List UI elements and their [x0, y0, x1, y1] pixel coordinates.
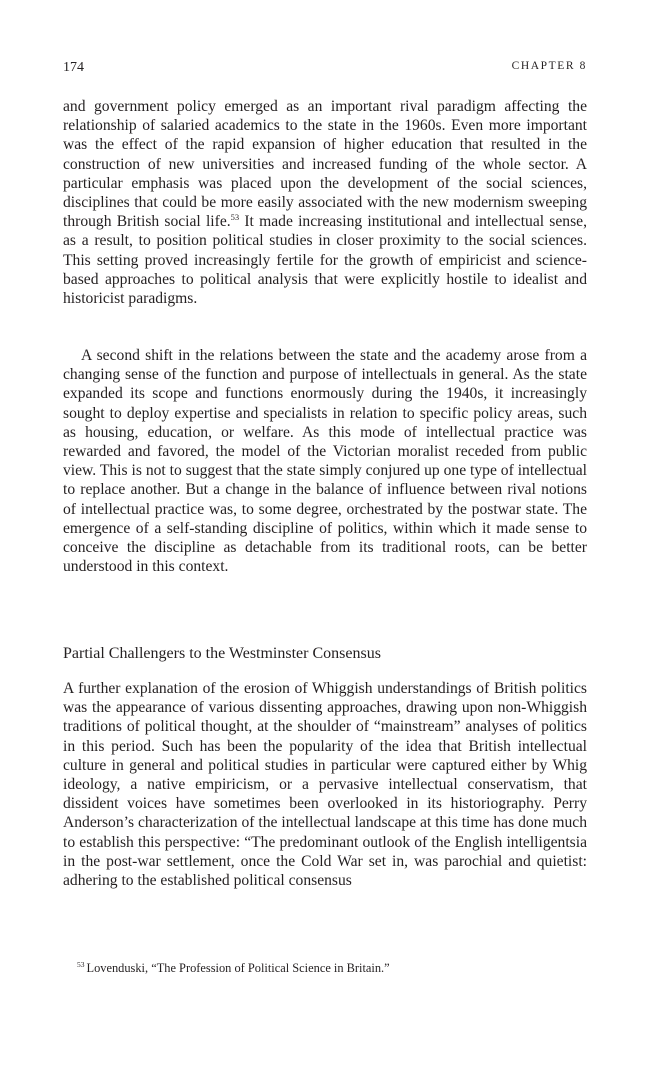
footnote-text: Lovenduski, “The Profession of Political Science in Britain.”	[86, 961, 390, 975]
footnote-53	[77, 960, 587, 976]
section-heading: Partial Challengers to the Westminster Consensus	[63, 645, 381, 662]
running-head	[63, 60, 587, 80]
paragraph-1-text: and government policy emerged as an important rival paradigm affecting the relationship of salaried academics to the state in the 1960s. Even more important was the effect of the rapid expansion of higher education that resulted in the construction of new universities and increased funding of the whole sector. A particular emphasis was placed upon the development of the social sciences, disciplines that could be more easily associated with the new modernism sweeping through British social life.	[63, 98, 587, 231]
book-page	[63, 0, 587, 1085]
body-paragraph-3: A further explanation of the erosion of Whiggish understandings of British politics was the appearance of various dissenting approaches, drawing upon non-Whiggish traditions of political thought, at the shoulder of “mainstream” analyses of politics in this period. Such has been the popularity of the idea that British intellectual culture in general and political studies in particular were captured either by Whig ideology, a native empiricism, or a pervasive intellectual conservatism, that dissident voices have sometimes been overlooked in its historiography. Perry Anderson’s characterization of the intellectual landscape at this time has done much to establish this perspective: “The predominant outlook of the English intelligentsia in the post-war settlement, once the Cold War set in, was parochial and quietist: adhering to the established political consensus	[63, 680, 587, 890]
body-paragraph-1	[63, 97, 587, 308]
chapter-label: CHAPTER 8	[511, 60, 587, 72]
paragraph-1-text-continued: It made increasing institutional and intellectual sense, as a result, to position political studies in closer proximity to the social sciences. This setting proved increasingly fertile for the growth of empiricist and science-based approaches to political analysis that were explicitly hostile to idealist and historicist paradigms.	[63, 213, 587, 308]
footnote-reference-53[interactable]: 53	[230, 212, 240, 223]
footnote-number: 53	[77, 960, 85, 969]
body-paragraph-2: A second shift in the relations between the state and the academy arose from a changing sense of the function and purpose of intellectuals in general. As the state expanded its scope and functions enormously during the 1940s, it increasingly sought to deploy expertise and specialists in relation to specific policy areas, such as housing, education, or welfare. As this mode of intellectual practice was rewarded and favored, the model of the Victorian moralist receded from public view. This is not to suggest that the state simply conjured up one type of intellectual to replace another. But a change in the balance of influence between rival notions of intellectual practice was, to some degree, orchestrated by the postwar state. The emergence of a self-standing discipline of politics, within which it made sense to conceive the discipline as detachable from its traditional roots, can be better understood in this context.	[63, 347, 587, 576]
page-number: 174	[63, 60, 84, 75]
